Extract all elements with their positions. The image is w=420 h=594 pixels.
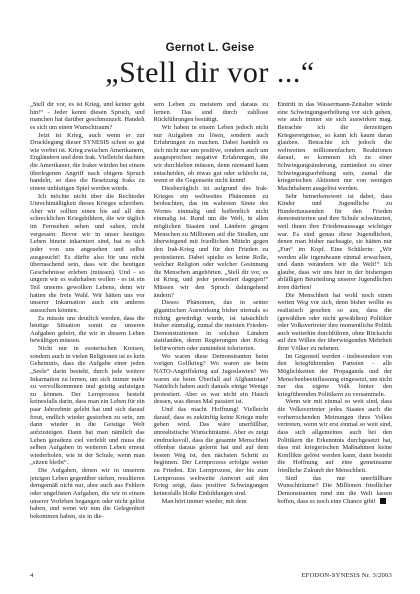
text-column-3 [277,101,392,546]
text-column-1 [30,101,145,546]
paragraph: Die Aufgaben, denen wir in unserem jetzigen Leben gegenüber stehen, resultieren demgemäß nicht nur, aber auch aus Fehlern oder ungelösten Aufgaben, die wir in einem unserer Vorleben begangen oder nicht gelöst haben, und wenn wir nun die Gelegenheit bekommen haben, sie in die- [30,467,145,520]
article-author: Gernot L. Geise [165,42,255,54]
paragraph: Im Gegenteil werden - insbesondere von den kriegführenden Parteien - alle Möglichkeiten der Propaganda und der Menschenbeeinflussung eingesetzt, um nicht nur das eigene Volk hinter den kriegführenden Politikern zu versammeln. [277,352,393,398]
publication-issue: EFODON-SYNESIS Nr. 3/2003 [301,572,392,579]
paragraph: Wo waren diese Demonstranten beim vorigen Golfkrieg? Wo waren sie beim NATO-Angriffskrieg auf Jugoslawien? Wo waren sie beim Überfall auf Afghanistan? Natürlich haben auch damals einige Wenige protestiert. Aber es war nicht ein Hauch dessen, was dieses Mal passiert ist. [153,352,269,406]
end-of-article-square-icon [380,498,386,504]
article-title: „Stell dir vor ...“ [105,56,315,89]
text-column-2 [154,101,269,546]
paragraph: Die Menschheit hat wohl noch einen weiten Weg vor sich, denn bisher wollte es realistisch gesehen so aus, dass die (gewählten oder nicht gewählten) Politiker oder Volksvertreter ihre momentliche Politik auch weiterhin durchführen, ohne Rücksicht auf den Willen der überwiegenden Mehrheit ihrer Völker zu nehmen. [277,291,393,352]
paragraph: Eintritt in das Wassermann-Zeitalter würde eine Schwingungserhöhung vor sich gehen, wie auch immer sie sich auswirken mag. Betrachte ich die derzeitigen Kriegsereignisse, so kann ich kaum daran glauben. Betrachte ich jedoch die weltweiten millionenfachen Reaktionen darauf, so kommen ich zu einer Schwingungsänderung, zumindest zu einer Schwingungserhöhung sein, zumal die kriegerischen Aktionen nur von wenigen Machthabern ausgelöst werden. [277,101,393,192]
paragraph: Wenn wir mit einmal so weit sind, dass die Volksvertreter jedes Staates auch die vorherrschenden Meinungen ihres Volkes vertreten, wenn wir erst einmal so weit sind, dass sich allgemeines auch bei den Politikern die Erkenntnis durchgesetzt hat, dass mit kriegerischen Maßnahmen keine Konflikte gelöst werden kann, dann besteht die Hoffnung auf eine gemeinsame friedliche Zukunft der Menschheit. [277,398,393,474]
page-number: 4 [30,572,34,579]
paragraph: Und das macht Hoffnung! Vielleicht darauf, dass es zukünftig keine Kriege mehr geben wird. Das wäre unerfüllbar, unrealistische Wunschträume. Aber es zeigt eindrucksvoll, dass die gesamte Menschheit offenbar daraus gelernt hat und auf dem besten Weg ist, den nächsten Schritt zu beginnen. Der Lernprozess erfolgte weiter zu Frieden. Ein Lernprozess, der bis zum Lernprozess weltweite Antwort auf den Krieg zeigt, dass positive Schwingungen keinesfalls bloße Einbildungen sind. [153,406,269,497]
paragraph: sem Leben zu meistern und daraus zu lernen. Das sind durch zahllose Rückführungen bestätigt. [153,101,269,124]
paragraph: Dieses Phänomen, das in seiner gigantischen Auswirkung bisher niemals so richtig gewürdigt wurde, ist tatsächlich bisher einmalig, zumal die meisten Frieden-Demonstrationen in solchen Ländern stattfanden, deren Regierungen den Krieg befürworten oder zumindest tolerierten. [153,299,269,352]
article-body [30,101,392,546]
paragraph: Nicht nur in esoterischen Kreisen, sondern auch in vielen Religionen ist es kein Geheimnis, dass die Aufgabe einer jeden „Seele“ darin besteht, durch jede weitere Inkarnation zu lernen, um sich immer mehr zu vervollkommnen und geistig aufsteigen zu können. Der Lernprozess besteht keinesfalls darin, dass man ein Leben für ein paar Jahrzehnte gelebt hat und sich darauf freut, endlich wieder gestorben zu sein, um dann wieder in die Geistige Welt aufzusteigen. Dann hat man nämlich das Leben geradezu ziel verfehlt und muss die selben Aufgaben in weiteren Leben erneut wiederholen, wie in der Schule, wenn man „sitzen bleibt“. [30,345,145,467]
paragraph: Es müsste uns deutlich werden, dass die heutige Situation somit zu unseren Aufgaben gehört, die wir in diesem Leben bewältigen müssen. [30,314,145,345]
paragraph: Sehr bemerkenswert ist dabei, dass Kinder und Jugendliche zu Hunderttausenden für den Frieden demonstrierten und ihre Schule schwänzten, weil ihnen ihre Friedensaussage wichtiger war. Es sind genau diese Jugendlichen, denen man bisher nachsagte, sie hätten nur „Fun“ im Kopf. Eine Schülerin: „Wir werden alle irgendwann einmal erwachsen, und dann verändern wir die Welt!“ Ich glaube, dass wir uns hier in der bisherigen abfälligen Beurteilung unserer Jugendlichen irren dürften! [277,192,393,291]
paragraph: Diesbezüglich ist aufgrund des Irak-Krieges ein weltweites Phänomen zu beobachten, das im wahrsten Sinne des Wortes einmalig und hoffentlich nicht einmalig ist. Rund um die Welt, in allen möglichen Staaten und Ländern gingen Menschen zu Millionen auf die Straßen, um überwiegend mit friedlichen Mitteln gegen den Irak-Krieg und für den Frieden zu protestieren. Dabei spielte es keine Rolle, welcher Religion oder welcher Gesinnung die Menschen angehörten. „Stell dir vor, es ist Krieg, und jeder protestiert dagegen!“ Müssen wir den Spruch dahingehend ändern? [153,184,269,299]
paragraph: Sind das nur unerfüllbare Wunschträume? Die Millionen friedlicher Demonstranten rund um die Welt lassen hoffen, dass es noch eine Chance gibt! [277,474,393,505]
paragraph: Man hört immer wieder, mit dem [161,497,247,505]
page-footer [30,572,392,582]
paragraph: Ich möchte nicht über die Rechtoder Unrechtmäßigkeit dieses Krieges schreiben. Aber wir sollten einen bis auf all den schrecklichen Kriegsbildern, die wir täglich im Fernsehen sehen und sahen, nicht vergessen: Bevor wir in unser heutiges Leben hinein inkarniert sind, hat es sich jeder von uns angesehen und selbst ausgesucht! Es dürfte also für uns nicht überraschend sein, dass wir die heutigen Geschehnisse erleben (müssen). Und - so ungern wir es wahrhaben wollen - es ist ein Teil unseres gewollten Lebens, denn wir hatten die freie Wahl. Wir hätten uns vor unserer Inkarnation auch ein anderes aussuchen können. [30,192,145,314]
paragraph: Wir haben in einem Leben jedoch nicht nur Aufgaben zu lösen, sondern auch Erfahrungen zu machen. Dabei handelt es sich nicht nur um positive, sondern auch um ausgesprochen negative Erfahrungen, die wir durchleben müssen, denn niemand kann entscheiden, ob etwas gut oder schlecht ist, wenn er die Gegenseite nicht kennt! [153,123,269,185]
paragraph: „Stell dir vor, es ist Krieg, und keiner geht hin!“ - Jeder kennt diesen Spruch, und manchen hat darüber geschmunzelt. Handelt es sich um einen Wunschtraum? [30,101,145,131]
paragraph: Jetzt ist Krieg, auch wenn er zur Drucklegung dieser SYNESIS schon so gut wie vorbei ist. Krieg zwischen Amerikanern, Engländern und dem Irak. Vielleicht dachten die Amerikaner, die Iraker würden bei einem überlegenen Angriff nach obigem Spruch handeln, so dass die Besetzung Iraks zu einem unblutigen Spiel werden würde. [30,131,145,192]
